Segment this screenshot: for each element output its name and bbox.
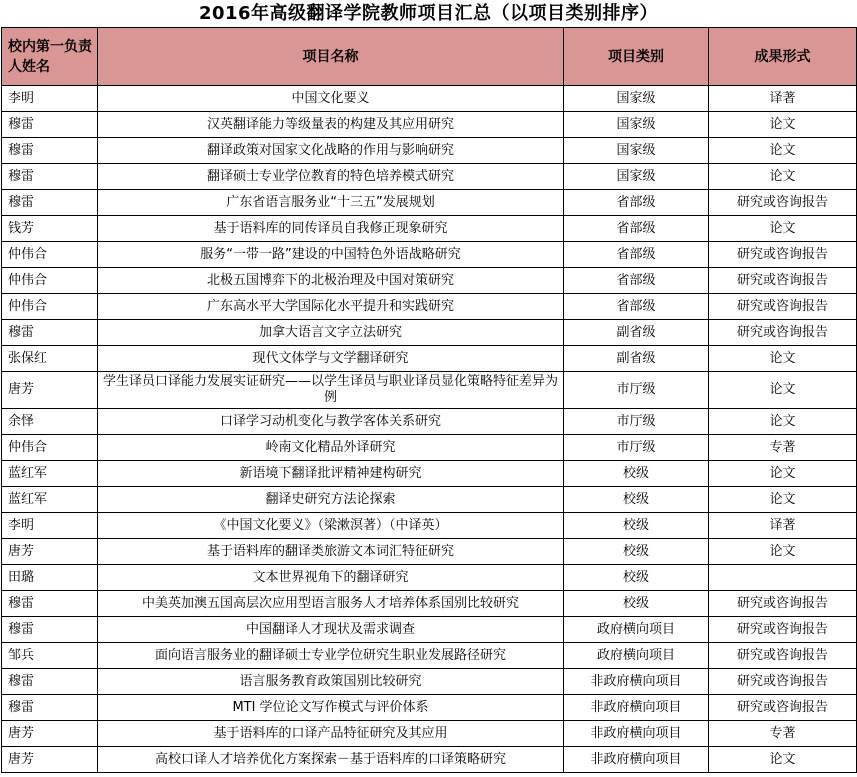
cell-person: 穆雷	[2, 591, 98, 617]
cell-category: 非政府横向项目	[564, 747, 709, 773]
cell-person: 邹兵	[2, 643, 98, 669]
cell-form: 论文	[709, 216, 857, 242]
cell-category: 国家级	[564, 86, 709, 112]
cell-project: 中美英加澳五国高层次应用型语言服务人才培养体系国别比较研究	[98, 591, 564, 617]
table-row	[2, 487, 857, 513]
header-row	[2, 28, 857, 86]
cell-form: 研究或咨询报告	[709, 242, 857, 268]
project-table	[1, 27, 857, 773]
cell-category: 校级	[564, 487, 709, 513]
table-row	[2, 565, 857, 591]
cell-person: 唐芳	[2, 372, 98, 409]
table-row	[2, 643, 857, 669]
cell-person: 穆雷	[2, 112, 98, 138]
cell-category: 非政府横向项目	[564, 721, 709, 747]
cell-form: 论文	[709, 112, 857, 138]
cell-person: 唐芳	[2, 747, 98, 773]
table-row	[2, 513, 857, 539]
table-row	[2, 86, 857, 112]
cell-project: 基于语料库的翻译类旅游文本词汇特征研究	[98, 539, 564, 565]
cell-project: 加拿大语言文字立法研究	[98, 320, 564, 346]
cell-form: 论文	[709, 138, 857, 164]
cell-form: 论文	[709, 461, 857, 487]
cell-project: MTI 学位论文写作模式与评价体系	[98, 695, 564, 721]
cell-project: 中国文化要义	[98, 86, 564, 112]
cell-category: 市厅级	[564, 409, 709, 435]
cell-project: 广东省语言服务业“十三五”发展规划	[98, 190, 564, 216]
table-row	[2, 435, 857, 461]
cell-person: 钱芳	[2, 216, 98, 242]
cell-person: 李明	[2, 513, 98, 539]
cell-category: 校级	[564, 565, 709, 591]
cell-category: 校级	[564, 591, 709, 617]
cell-project: 广东高水平大学国际化水平提升和实践研究	[98, 294, 564, 320]
cell-category: 市厅级	[564, 372, 709, 409]
cell-category: 国家级	[564, 138, 709, 164]
table-row	[2, 695, 857, 721]
cell-person: 唐芳	[2, 721, 98, 747]
cell-person: 余怿	[2, 409, 98, 435]
cell-project: 基于语料库的口译产品特征研究及其应用	[98, 721, 564, 747]
cell-project: 现代文体学与文学翻译研究	[98, 346, 564, 372]
table-row	[2, 539, 857, 565]
cell-form: 译著	[709, 86, 857, 112]
table-row	[2, 409, 857, 435]
cell-project: 中国翻译人才现状及需求调查	[98, 617, 564, 643]
cell-category: 省部级	[564, 216, 709, 242]
sheet-title: 2016年高级翻译学院教师项目汇总（以项目类别排序）	[198, 3, 659, 24]
cell-form: 论文	[709, 346, 857, 372]
cell-category: 校级	[564, 539, 709, 565]
cell-project: 高校口译人才培养优化方案探索－基于语料库的口译策略研究	[98, 747, 564, 773]
cell-person: 穆雷	[2, 617, 98, 643]
table-row	[2, 747, 857, 773]
cell-form: 研究或咨询报告	[709, 695, 857, 721]
cell-form: 专著	[709, 721, 857, 747]
cell-category: 国家级	[564, 112, 709, 138]
table-row	[2, 346, 857, 372]
cell-project: 岭南文化精品外译研究	[98, 435, 564, 461]
table-row	[2, 320, 857, 346]
table-row	[2, 591, 857, 617]
cell-form: 论文	[709, 487, 857, 513]
table-row	[2, 242, 857, 268]
table-row	[2, 138, 857, 164]
cell-person: 唐芳	[2, 539, 98, 565]
cell-category: 市厅级	[564, 435, 709, 461]
cell-form: 研究或咨询报告	[709, 320, 857, 346]
cell-project: 汉英翻译能力等级量表的构建及其应用研究	[98, 112, 564, 138]
cell-form	[709, 565, 857, 591]
cell-project: 学生译员口译能力发展实证研究——以学生译员与职业译员显化策略特征差异为例	[98, 372, 564, 409]
table-row	[2, 112, 857, 138]
table-row	[2, 617, 857, 643]
cell-person: 穆雷	[2, 190, 98, 216]
table-row	[2, 461, 857, 487]
cell-project: 服务“一带一路”建设的中国特色外语战略研究	[98, 242, 564, 268]
cell-form: 专著	[709, 435, 857, 461]
cell-project: 翻译政策对国家文化战略的作用与影响研究	[98, 138, 564, 164]
cell-project: 翻译硕士专业学位教育的特色培养模式研究	[98, 164, 564, 190]
cell-category: 副省级	[564, 346, 709, 372]
table-row	[2, 372, 857, 409]
cell-form: 论文	[709, 539, 857, 565]
cell-category: 校级	[564, 461, 709, 487]
cell-category: 省部级	[564, 242, 709, 268]
cell-person: 田璐	[2, 565, 98, 591]
cell-person: 穆雷	[2, 138, 98, 164]
cell-category: 省部级	[564, 268, 709, 294]
cell-person: 仲伟合	[2, 294, 98, 320]
cell-project: 面向语言服务业的翻译硕士专业学位研究生职业发展路径研究	[98, 643, 564, 669]
table-body	[2, 86, 857, 773]
cell-project: 文本世界视角下的翻译研究	[98, 565, 564, 591]
cell-form: 研究或咨询报告	[709, 190, 857, 216]
cell-category: 非政府横向项目	[564, 669, 709, 695]
cell-person: 张保红	[2, 346, 98, 372]
cell-person: 李明	[2, 86, 98, 112]
table-row	[2, 721, 857, 747]
cell-project: 《中国文化要义》（梁漱溟著）（中译英）	[98, 513, 564, 539]
cell-category: 非政府横向项目	[564, 695, 709, 721]
cell-form: 研究或咨询报告	[709, 294, 857, 320]
cell-form: 研究或咨询报告	[709, 669, 857, 695]
cell-category: 政府横向项目	[564, 617, 709, 643]
header-form: 成果形式	[709, 28, 857, 86]
cell-project: 语言服务教育政策国别比较研究	[98, 669, 564, 695]
cell-person: 穆雷	[2, 320, 98, 346]
table-row	[2, 268, 857, 294]
cell-project: 北极五国博弈下的北极治理及中国对策研究	[98, 268, 564, 294]
cell-category: 省部级	[564, 190, 709, 216]
cell-category: 省部级	[564, 294, 709, 320]
cell-form: 译著	[709, 513, 857, 539]
cell-form: 研究或咨询报告	[709, 643, 857, 669]
cell-project: 基于语料库的同传译员自我修正现象研究	[98, 216, 564, 242]
cell-person: 穆雷	[2, 669, 98, 695]
table-row	[2, 294, 857, 320]
table-row	[2, 164, 857, 190]
cell-form: 研究或咨询报告	[709, 617, 857, 643]
cell-person: 穆雷	[2, 695, 98, 721]
table-row	[2, 216, 857, 242]
cell-person: 仲伟合	[2, 242, 98, 268]
cell-form: 论文	[709, 372, 857, 409]
cell-form: 研究或咨询报告	[709, 268, 857, 294]
header-project: 项目名称	[98, 28, 564, 86]
cell-project: 翻译史研究方法论探索	[98, 487, 564, 513]
cell-project: 口译学习动机变化与教学客体关系研究	[98, 409, 564, 435]
cell-project: 新语境下翻译批评精神建构研究	[98, 461, 564, 487]
cell-category: 政府横向项目	[564, 643, 709, 669]
header-category: 项目类别	[564, 28, 709, 86]
cell-person: 穆雷	[2, 164, 98, 190]
cell-person: 蓝红军	[2, 487, 98, 513]
cell-person: 仲伟合	[2, 268, 98, 294]
cell-category: 国家级	[564, 164, 709, 190]
cell-form: 研究或咨询报告	[709, 591, 857, 617]
cell-form: 论文	[709, 747, 857, 773]
cell-form: 论文	[709, 409, 857, 435]
cell-category: 副省级	[564, 320, 709, 346]
cell-person: 仲伟合	[2, 435, 98, 461]
cell-category: 校级	[564, 513, 709, 539]
header-person: 校内第一负责人姓名	[2, 28, 98, 86]
cell-person: 蓝红军	[2, 461, 98, 487]
table-row	[2, 669, 857, 695]
table-row	[2, 190, 857, 216]
cell-form: 论文	[709, 164, 857, 190]
